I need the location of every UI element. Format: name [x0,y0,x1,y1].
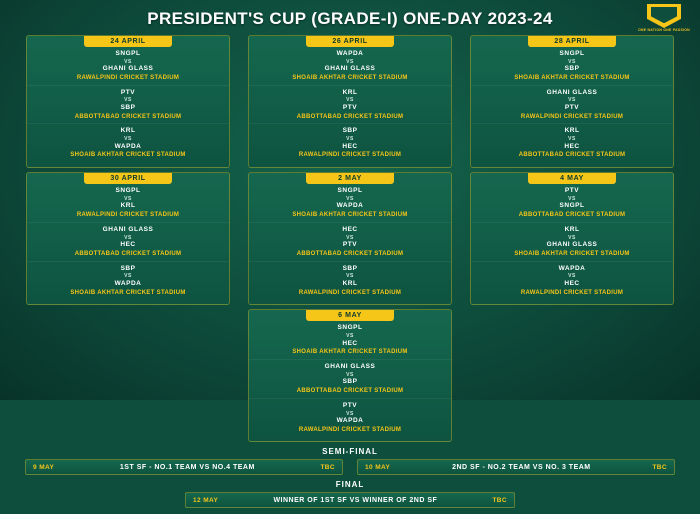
match-entry [471,123,673,162]
team-name: SNGPL [115,50,141,57]
fixtures-row [16,309,684,442]
team-name: SBP [120,264,136,272]
page-title: PRESIDENT'S CUP (GRADE-I) ONE-DAY 2023-24 [147,9,553,28]
vs-label: VS [346,234,354,241]
final-row [0,492,700,508]
team-name: PTV [342,103,358,111]
team-name: SNGPL [337,324,363,332]
match-date: 12 MAY [193,496,219,504]
team-name: GHANI GLASS [102,65,154,73]
match-venue: SHOAIB AKHTAR CRICKET STADIUM [514,250,630,257]
team-name: PTV [342,401,358,409]
team-name: SNGPL [337,187,363,195]
match-venue: RAWALPINDI CRICKET STADIUM [298,426,402,433]
team-name: HEC [120,241,136,249]
match-entry [27,184,229,222]
team-name: PTV [120,88,136,96]
match-entry [27,261,229,300]
match-entry [249,398,451,437]
match-entry [249,123,451,162]
vs-label: VS [346,410,354,417]
vs-label: VS [346,136,354,143]
match-venue: ABBOTTABAD CRICKET STADIUM [74,113,182,120]
vs-label: VS [346,58,354,65]
fixture-card[interactable] [26,35,230,168]
match-entry [249,261,451,300]
match-description: 1ST SF - NO.1 TEAM VS NO.4 TEAM [119,463,255,471]
vs-label: VS [346,333,354,340]
logo-caption: ONE NATION ONE PASSION [638,28,690,32]
vs-label: VS [346,195,354,202]
team-name: WAPDA [114,142,142,150]
vs-label: VS [124,234,132,241]
shield-icon [647,4,681,28]
team-name: GHANI GLASS [546,88,598,96]
vs-label: VS [568,58,576,65]
card-date: 28 APRIL [528,36,616,47]
team-name: SNGPL [559,202,585,210]
match-entry [27,85,229,124]
match-venue: SHOAIB AKHTAR CRICKET STADIUM [70,289,186,296]
match-venue: ABBOTTABAD CRICKET STADIUM [518,152,626,159]
vs-label: VS [346,97,354,104]
team-name: WAPDA [336,417,364,425]
match-entry [471,85,673,124]
status-badge: TBC [492,496,507,504]
match-entry [471,47,673,85]
match-venue: ABBOTTABAD CRICKET STADIUM [296,388,404,395]
card-date: 24 APRIL [84,36,172,47]
team-name: SBP [342,127,358,135]
vs-label: VS [568,97,576,104]
fixtures-grid [0,35,700,442]
semifinal-heading: SEMI-FINAL [322,447,378,457]
team-name: WAPDA [336,202,364,210]
card-date: 30 APRIL [84,173,172,184]
final-match-bar[interactable] [185,492,515,508]
match-entry [249,47,451,85]
match-date: 10 MAY [365,463,391,471]
team-name: GHANI GLASS [324,65,376,73]
card-date: 6 MAY [306,310,394,321]
match-description: WINNER OF 1ST SF VS WINNER OF 2ND SF [273,496,438,504]
match-entry [27,123,229,162]
fixture-card[interactable] [470,172,674,305]
team-name: PTV [564,187,580,195]
team-name: PTV [564,103,580,111]
match-entry [249,222,451,261]
team-name: GHANI GLASS [102,225,154,233]
match-entry [249,184,451,222]
team-name: SNGPL [115,187,141,195]
fixtures-row [16,172,684,305]
fixture-card[interactable] [248,35,452,168]
vs-label: VS [346,371,354,378]
match-venue: SHOAIB AKHTAR CRICKET STADIUM [292,212,408,219]
team-name: WAPDA [114,279,142,287]
match-venue: RAWALPINDI CRICKET STADIUM [76,75,180,82]
team-name: HEC [342,142,358,150]
vs-label: VS [568,234,576,241]
match-venue: RAWALPINDI CRICKET STADIUM [298,289,402,296]
fixture-card[interactable] [470,35,674,168]
match-venue: SHOAIB AKHTAR CRICKET STADIUM [514,75,630,82]
fixture-card[interactable] [248,309,452,442]
match-venue: ABBOTTABAD CRICKET STADIUM [74,250,182,257]
match-entry [249,359,451,398]
match-venue: ABBOTTABAD CRICKET STADIUM [518,212,626,219]
match-entry [471,222,673,261]
tournament-logo [638,4,690,38]
fixtures-row [16,35,684,168]
team-name: SBP [120,103,136,111]
status-badge: TBC [652,463,667,471]
team-name: KRL [120,202,136,210]
team-name: SBP [342,378,358,386]
team-name: GHANI GLASS [546,241,598,249]
team-name: SBP [342,264,358,272]
team-name: KRL [564,225,580,233]
match-entry [27,222,229,261]
footer-spacer [0,508,700,514]
match-venue: SHOAIB AKHTAR CRICKET STADIUM [292,75,408,82]
vs-label: VS [124,273,132,280]
team-name: KRL [342,88,358,96]
match-entry [27,47,229,85]
card-date: 2 MAY [306,173,394,184]
card-date: 4 MAY [528,173,616,184]
fixture-card[interactable] [248,172,452,305]
match-entry [471,261,673,300]
vs-label: VS [568,273,576,280]
vs-label: VS [124,136,132,143]
match-venue: RAWALPINDI CRICKET STADIUM [298,152,402,159]
match-venue: ABBOTTABAD CRICKET STADIUM [296,113,404,120]
match-venue: SHOAIB AKHTAR CRICKET STADIUM [70,152,186,159]
vs-label: VS [124,195,132,202]
semifinal-match-bar[interactable] [25,459,343,475]
match-date: 9 MAY [33,463,55,471]
team-name: HEC [564,279,580,287]
match-venue: RAWALPINDI CRICKET STADIUM [520,113,624,120]
match-entry [249,321,451,359]
team-name: KRL [120,127,136,135]
match-venue: ABBOTTABAD CRICKET STADIUM [296,250,404,257]
match-entry [471,184,673,222]
semifinal-match-bar[interactable] [357,459,675,475]
match-venue: RAWALPINDI CRICKET STADIUM [520,289,624,296]
vs-label: VS [568,195,576,202]
team-name: SNGPL [559,50,585,57]
final-heading: FINAL [335,480,365,490]
team-name: PTV [342,241,358,249]
vs-label: VS [346,273,354,280]
vs-label: VS [568,136,576,143]
match-entry [249,85,451,124]
match-venue: RAWALPINDI CRICKET STADIUM [76,212,180,219]
team-name: KRL [342,279,358,287]
fixture-card[interactable] [26,172,230,305]
card-date: 26 APRIL [306,36,394,47]
team-name: HEC [564,142,580,150]
team-name: HEC [342,225,358,233]
team-name: WAPDA [558,264,586,272]
vs-label: VS [124,97,132,104]
team-name: HEC [342,339,358,347]
team-name: WAPDA [336,50,364,57]
vs-label: VS [124,58,132,65]
match-venue: SHOAIB AKHTAR CRICKET STADIUM [292,349,408,356]
semifinal-row [0,459,700,475]
match-description: 2ND SF - NO.2 TEAM VS NO. 3 TEAM [452,463,591,471]
team-name: GHANI GLASS [324,363,376,371]
team-name: SBP [564,65,580,73]
team-name: KRL [564,127,580,135]
status-badge: TBC [320,463,335,471]
